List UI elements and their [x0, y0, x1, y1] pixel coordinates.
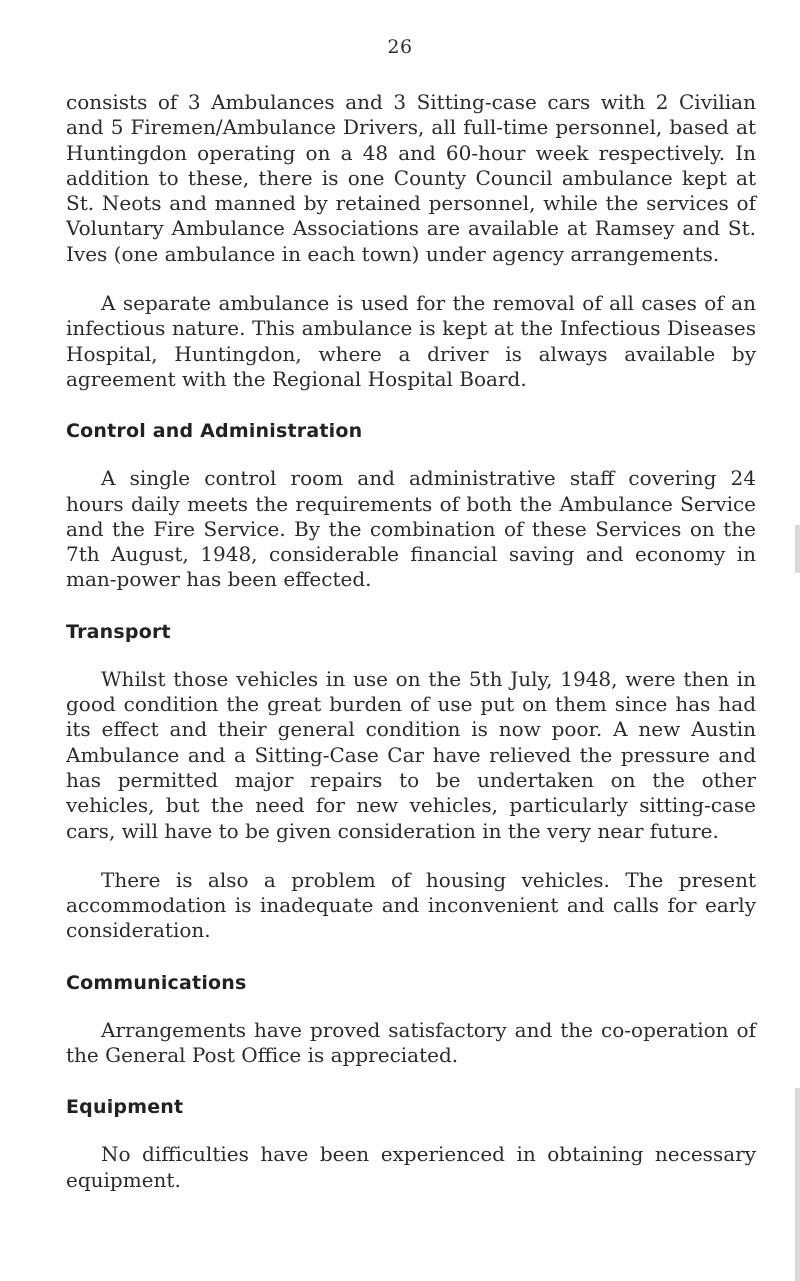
document-body [66, 90, 756, 1193]
transport-vehicles-paragraph: Whilst those vehicles in use on the 5th July, 1948, were then in good condition the great burden of use put on them since has had its effect and their general condition is now poor. A new Austin Ambulance and a Sitting-Case Car have relieved the pressure and has permitted major repairs to be undertaken on the other vehicles, but the need for new vehicles, particularly sitting-case cars, will have to be given consideration in the very near future. [66, 666, 756, 843]
communications-paragraph: Arrangements have proved satisfactory and the co-operation of the General Post Office is appreciated. [66, 1017, 756, 1068]
transport-heading: Transport [66, 620, 171, 643]
infectious-ambulance-paragraph: A separate ambulance is used for the removal of all cases of an infectious nature. This ambulance is kept at the Infectious Diseases Hospital, Huntingdon, where a driver is always available by agreement with the Regional Hospital Board. [66, 291, 756, 391]
equipment-heading: Equipment [66, 1096, 184, 1119]
control-administration-heading: Control and Administration [66, 420, 363, 443]
page-number: 26 [387, 36, 413, 58]
communications-heading: Communications [66, 971, 247, 994]
ambulance-fleet-paragraph: consists of 3 Ambulances and 3 Sitting-case cars with 2 Civilian and 5 Firemen/Ambulance Drivers, all full-time personnel, based at Huntingdon operating on a 48 and 60-hour week respectively. In addition to these, there is one County Council ambulance kept at St. Neots and manned by retained personnel, while the services of Voluntary Ambulance Associations are available at Ramsey and St. Ives (one ambulance in each town) under agency arrangements. [66, 90, 756, 266]
scan-edge-mark [795, 1088, 800, 1281]
equipment-paragraph: No difficulties have been experienced in obtaining necessary equipment. [66, 1142, 756, 1192]
housing-vehicles-paragraph: There is also a problem of housing vehicles. The present accommodation is inadequate and inconvenient and calls for early consideration. [66, 867, 756, 943]
control-administration-paragraph: A single control room and administrative staff covering 24 hours daily meets the requirements of both the Ambulance Service and the Fire Service. By the combination of these Services on the 7th August, 1948, considerable financial saving and economy in man-power has been effected. [66, 466, 756, 592]
scan-edge-mark [795, 525, 800, 573]
